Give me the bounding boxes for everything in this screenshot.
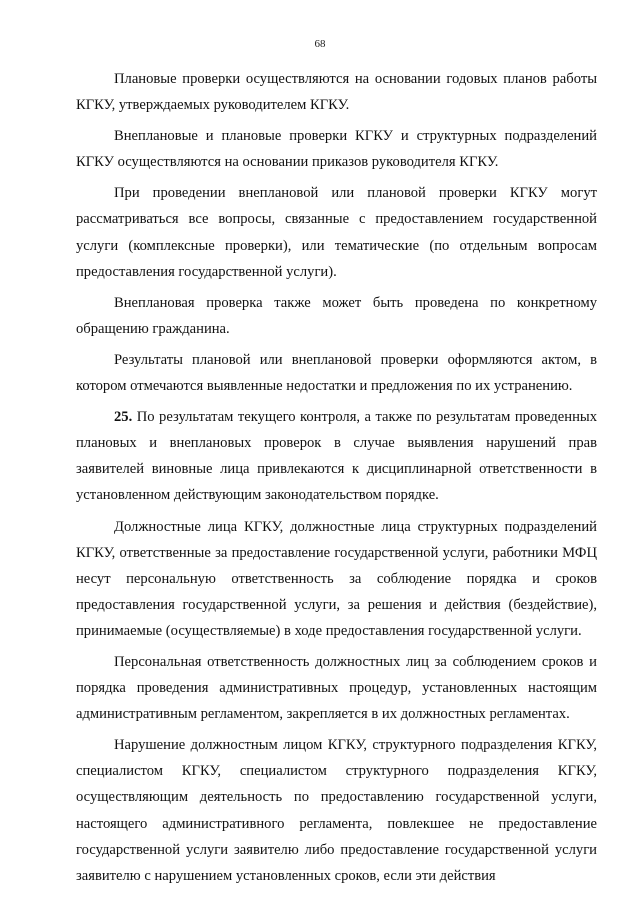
paragraph-text: Плановые проверки осуществляются на основании годовых планов работы КГКУ, утверждаемых руководителем КГКУ. [76, 71, 597, 114]
paragraph [76, 732, 597, 889]
paragraph [76, 290, 597, 342]
page-number: 68 [314, 38, 326, 50]
paragraph [76, 123, 597, 175]
paragraph-text: Персональная ответственность должностных лиц за соблюдением сроков и порядка проведения административных процедур, установленных настоящим административным регламентом, закрепляется в их должностных регламентах. [76, 653, 597, 723]
paragraph [76, 180, 597, 284]
paragraph-text: Результаты плановой или внеплановой проверки оформляются актом, в котором отмечаются выявленные недостатки и предложения по их устранению. [76, 351, 597, 395]
paragraph [76, 404, 597, 508]
paragraph-text: При проведении внеплановой или плановой проверки КГКУ могут рассматриваться все вопросы, связанные с предоставлением государственной услуги (комплексные проверки), или тематические (по отдельным вопросам предоставления государственной услуги). [76, 185, 597, 280]
paragraph-text: Внеплановая проверка также может быть проведена по конкретному обращению гражданина. [76, 294, 597, 337]
paragraph-text: По результатам текущего контроля, а также по результатам проведенных плановых и внеплановых проверок в случае выявления нарушений прав заявителей виновные лица привлекаются к дисциплинарной ответственности в установленном действующим законодательством порядке. [76, 409, 597, 504]
paragraph-text: Нарушение должностным лицом КГКУ, структурного подразделения КГКУ, специалистом КГКУ, специалистом структурного подразделения КГКУ, осуществляющим деятельность по предоставлению государственной услуги, настоящего административного регламента, повлекшее не предоставление государственной услуги заявителю либо предоставление государственной услуги заявителю с нарушением установленных сроков, если эти действия [76, 737, 597, 884]
paragraph [76, 66, 597, 118]
paragraph [76, 649, 597, 727]
paragraph-text: Должностные лица КГКУ, должностные лица структурных подразделений КГКУ, ответственные за предоставление государственной услуги, работники МФЦ несут персональную ответственность за соблюдение порядка и сроков предоставления государственной услуги, за решения и действия (бездействие), принимаемые (осуществляемые) в ходе предоставления государственной услуги. [76, 518, 597, 639]
paragraph-text: Внеплановые и плановые проверки КГКУ и структурных подразделений КГКУ осуществляются на основании приказов руководителя КГКУ. [76, 128, 597, 171]
document-body [76, 66, 597, 894]
paragraph [76, 347, 597, 399]
paragraph [76, 514, 597, 644]
paragraph-number: 25. [114, 409, 133, 426]
